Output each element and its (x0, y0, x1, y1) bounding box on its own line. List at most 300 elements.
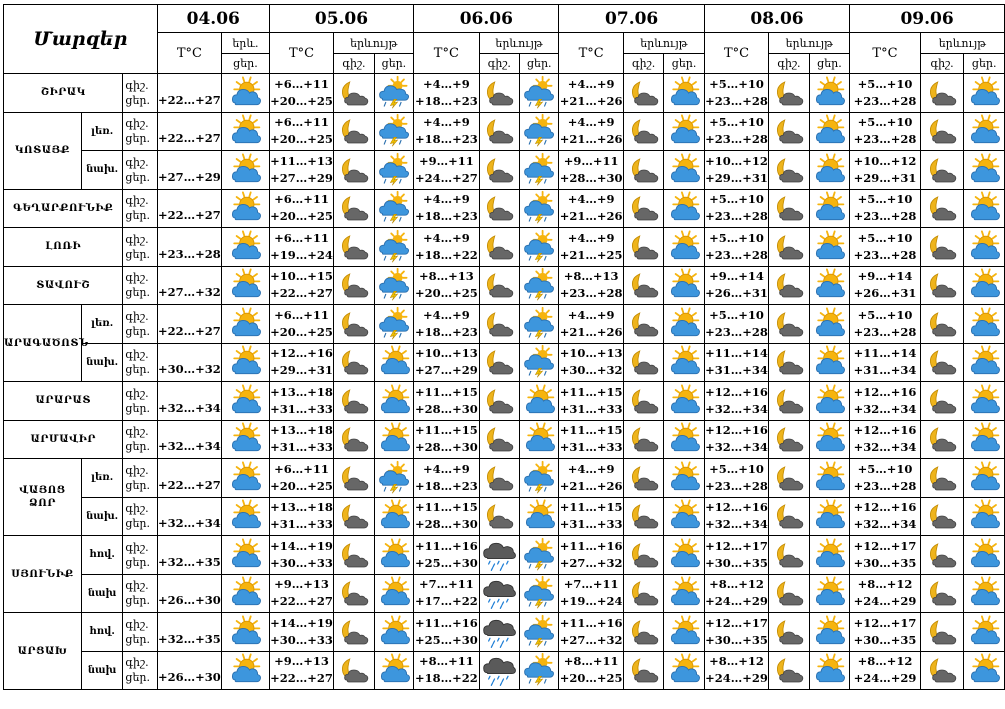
moon-cloud-icon (920, 536, 964, 575)
moon-cloud-icon (769, 651, 809, 690)
temp-range-cell (704, 266, 768, 305)
night-label: գիշ. (125, 117, 149, 131)
temp-night-value: +12…+16 (705, 384, 768, 399)
moon-cloud-icon (769, 343, 809, 382)
thunderstorm-icon (374, 228, 413, 267)
temp-range-day (157, 228, 221, 267)
sun-cloud-icon (520, 382, 559, 421)
temp-day-value: +27…+32 (559, 632, 623, 647)
temp-night-value: +8…+13 (563, 269, 619, 284)
moon-cloud-icon (334, 228, 374, 267)
night-label: գիշ. (125, 348, 149, 362)
moon-cloud-icon (623, 613, 663, 652)
temp-night-value: +4…+9 (422, 461, 470, 476)
temp-range-cell (704, 112, 768, 151)
sun-cloud-icon (520, 420, 559, 459)
temp-range-cell (559, 420, 623, 459)
moon-cloud-icon (623, 574, 663, 613)
region-name: ԱՐՄԱՎԻՐ (4, 420, 123, 459)
temp-day-value: +31…+33 (270, 401, 333, 416)
time-of-day-labels (123, 112, 157, 151)
temp-night-value: +4…+9 (567, 230, 615, 245)
temp-night-value: +8…+12 (709, 577, 764, 592)
night-label: գիշ. (125, 617, 149, 631)
temp-day-value: +32…+34 (705, 440, 768, 455)
table-row (4, 305, 1005, 344)
temp-day-value: +26…+31 (853, 286, 917, 301)
rain-cloud-icon (479, 613, 519, 652)
sun-cloud-icon (809, 112, 849, 151)
sun-cloud-icon (664, 151, 704, 190)
temp-range-cell (269, 112, 333, 151)
temp-day-value: +23…+28 (853, 478, 917, 493)
sun-cloud-icon (809, 536, 849, 575)
temp-range-cell (559, 459, 623, 498)
temp-range-cell (414, 651, 479, 690)
sun-cloud-icon (809, 574, 849, 613)
moon-cloud-icon (623, 305, 663, 344)
date-header: 09.06 (850, 5, 1005, 33)
temp-night-value: +13…+18 (270, 423, 333, 438)
temp-day-value: +27…+29 (414, 363, 478, 378)
temp-day-value: +32…+34 (705, 517, 768, 532)
day-label: ցեր. (125, 440, 150, 454)
temp-night-value: +10…+12 (705, 153, 768, 168)
sun-cloud-icon (222, 574, 270, 613)
table-row (4, 420, 1005, 459)
temp-night-value: +8…+12 (709, 654, 764, 669)
temp-range-cell (704, 613, 768, 652)
day-label: ցեր. (125, 594, 150, 608)
temp-day-value: +18…+22 (414, 247, 478, 262)
temp-range-cell (269, 343, 333, 382)
forecast-table (3, 4, 1005, 690)
temp-range-cell (559, 497, 623, 536)
time-of-day-labels (123, 420, 157, 459)
day-label: ցեր. (125, 132, 150, 146)
day-col-header: ցեր. (964, 54, 1005, 74)
moon-cloud-icon (769, 305, 809, 344)
sun-cloud-icon (964, 613, 1005, 652)
temp-day-value: +30…+32 (157, 362, 221, 377)
temp-night-value: +4…+9 (422, 192, 470, 207)
temp-night-value: +14…+19 (270, 538, 333, 553)
temp-night-value: +6…+11 (274, 76, 329, 91)
moon-cloud-icon (479, 459, 519, 498)
temp-col-header: T°C (850, 33, 921, 74)
temp-night-value: +6…+11 (274, 461, 329, 476)
temp-range-cell (559, 613, 623, 652)
temp-day-value: +32…+34 (157, 516, 221, 531)
moon-cloud-icon (334, 112, 374, 151)
thunderstorm-icon (520, 112, 559, 151)
table-row (4, 74, 1005, 113)
temp-day-value: +26…+30 (157, 593, 221, 608)
region-name: ՇԻՐԱԿ (4, 74, 123, 113)
sun-cloud-icon (809, 343, 849, 382)
temp-range-cell (414, 613, 479, 652)
temp-night-value: +11…+15 (414, 384, 478, 399)
temp-day-value: +22…+27 (157, 131, 221, 146)
moon-cloud-icon (334, 459, 374, 498)
temp-range-day (157, 74, 221, 113)
temp-day-value: +22…+27 (157, 92, 221, 107)
phen-col-header: երևույթ (769, 33, 850, 54)
moon-cloud-icon (334, 382, 374, 421)
temp-range-cell (414, 112, 479, 151)
moon-cloud-icon (623, 651, 663, 690)
temp-range-cell (704, 574, 768, 613)
night-label: գիշ. (125, 309, 149, 323)
temp-range-cell (850, 343, 921, 382)
temp-day-value: +23…+28 (853, 324, 917, 339)
sun-cloud-icon (664, 343, 704, 382)
moon-cloud-icon (334, 574, 374, 613)
day-label: ցեր. (125, 555, 150, 569)
temp-day-value: +18…+23 (414, 93, 478, 108)
thunderstorm-icon (374, 189, 413, 228)
sun-cloud-icon (374, 343, 413, 382)
moon-cloud-icon (479, 266, 519, 305)
day-label: ցեր. (125, 632, 150, 646)
temp-range-day (157, 536, 221, 575)
temp-range-cell (559, 343, 623, 382)
temp-range-cell (269, 74, 333, 113)
sun-cloud-icon (964, 459, 1005, 498)
day-label: ցեր. (125, 363, 150, 377)
moon-cloud-icon (334, 305, 374, 344)
day-col-header: ցեր. (664, 54, 704, 74)
sun-cloud-icon (809, 651, 849, 690)
date-header: 06.06 (414, 5, 559, 33)
thunderstorm-icon (520, 74, 559, 113)
sun-cloud-icon (809, 266, 849, 305)
temp-range-cell (850, 189, 921, 228)
temp-night-value: +4…+9 (422, 307, 470, 322)
sun-cloud-icon (964, 420, 1005, 459)
night-label: գիշ. (125, 540, 149, 554)
temp-range-cell (559, 74, 623, 113)
temp-night-value: +11…+13 (270, 153, 333, 168)
temp-day-value: +27…+29 (270, 170, 333, 185)
thunderstorm-icon (374, 151, 413, 190)
moon-cloud-icon (920, 266, 964, 305)
temp-day-value: +30…+35 (705, 555, 768, 570)
temp-day-value: +23…+28 (853, 247, 917, 262)
temp-range-cell (414, 266, 479, 305)
temp-range-cell (269, 305, 333, 344)
sun-cloud-icon (964, 266, 1005, 305)
moon-cloud-icon (920, 228, 964, 267)
moon-cloud-icon (623, 228, 663, 267)
moon-cloud-icon (920, 651, 964, 690)
moon-cloud-icon (623, 151, 663, 190)
temp-day-value: +18…+23 (414, 132, 478, 147)
moon-cloud-icon (479, 497, 519, 536)
sun-cloud-icon (664, 459, 704, 498)
sun-cloud-icon (964, 536, 1005, 575)
temp-day-value: +21…+26 (559, 324, 623, 339)
rain-cloud-icon (479, 574, 519, 613)
sun-cloud-icon (809, 613, 849, 652)
temp-day-value: +21…+26 (559, 132, 623, 147)
night-label: գիշ. (125, 155, 149, 169)
region-name: ԼՈՌԻ (4, 228, 123, 267)
temp-range-cell (704, 74, 768, 113)
phen-col-header: երևույթ (623, 33, 704, 54)
moon-cloud-icon (334, 74, 374, 113)
phen-col-header: երևույթ (479, 33, 559, 54)
region-name: ՍՅՈՒՆԻՔ (4, 536, 82, 613)
temp-day-value: +30…+35 (853, 555, 917, 570)
night-label: գիշ. (125, 78, 149, 92)
temp-day-value: +24…+27 (414, 170, 478, 185)
moon-cloud-icon (920, 497, 964, 536)
sun-cloud-icon (809, 151, 849, 190)
temp-day-value: +22…+27 (157, 208, 221, 223)
sun-cloud-icon (222, 228, 270, 267)
temp-range-day (157, 151, 221, 190)
moon-cloud-icon (623, 459, 663, 498)
sun-cloud-icon (222, 305, 270, 344)
table-row (4, 266, 1005, 305)
moon-cloud-icon (334, 343, 374, 382)
moon-cloud-icon (334, 420, 374, 459)
moon-cloud-icon (769, 497, 809, 536)
sun-cloud-icon (964, 343, 1005, 382)
time-of-day-labels (123, 189, 157, 228)
sun-cloud-icon (374, 536, 413, 575)
temp-night-value: +5…+10 (857, 115, 913, 130)
thunderstorm-icon (520, 305, 559, 344)
moon-cloud-icon (334, 151, 374, 190)
temp-night-value: +12…+17 (705, 538, 768, 553)
sun-cloud-icon (809, 459, 849, 498)
time-of-day-labels (123, 651, 157, 690)
night-col-header: գիշ. (334, 54, 374, 74)
temp-range-cell (850, 112, 921, 151)
temp-night-value: +4…+9 (567, 76, 615, 91)
temp-range-cell (559, 151, 623, 190)
temp-night-value: +4…+9 (567, 307, 615, 322)
sun-cloud-icon (809, 305, 849, 344)
region-name: ՏԱՎՈՒՇ (4, 266, 123, 305)
thunderstorm-icon (520, 228, 559, 267)
time-of-day-labels (123, 574, 157, 613)
temp-night-value: +12…+16 (853, 423, 917, 438)
moon-cloud-icon (920, 305, 964, 344)
temp-range-cell (414, 189, 479, 228)
temp-night-value: +11…+15 (559, 500, 623, 515)
time-of-day-labels (123, 343, 157, 382)
temp-range-cell (559, 574, 623, 613)
sun-cloud-icon (222, 189, 270, 228)
temp-day-value: +24…+29 (853, 671, 917, 686)
sun-cloud-icon (964, 305, 1005, 344)
moon-cloud-icon (334, 651, 374, 690)
temp-range-day (157, 382, 221, 421)
temp-night-value: +11…+15 (414, 423, 478, 438)
temp-night-value: +8…+12 (857, 654, 913, 669)
temp-night-value: +11…+15 (414, 500, 478, 515)
temp-night-value: +11…+14 (705, 346, 768, 361)
temp-day-value: +18…+23 (414, 324, 478, 339)
temp-night-value: +12…+16 (853, 500, 917, 515)
night-col-header: գիշ. (479, 54, 519, 74)
moon-cloud-icon (623, 266, 663, 305)
moon-cloud-icon (479, 189, 519, 228)
night-label: գիշ. (125, 579, 149, 593)
subregion-label: նախ. (81, 497, 123, 536)
night-col-header: գիշ. (920, 54, 964, 74)
region-name: ՎԱՅՈՑ ՁՈՐ (4, 459, 82, 536)
temp-range-cell (559, 382, 623, 421)
day-label: ցեր. (125, 671, 150, 685)
temp-night-value: +4…+9 (422, 76, 470, 91)
sun-cloud-icon (664, 112, 704, 151)
temp-range-cell (269, 613, 333, 652)
sun-cloud-icon (664, 305, 704, 344)
temp-range-day (157, 574, 221, 613)
temp-range-cell (559, 651, 623, 690)
temp-range-cell (269, 151, 333, 190)
temp-day-value: +23…+28 (705, 209, 768, 224)
temp-night-value: +12…+16 (853, 384, 917, 399)
temp-night-value: +12…+16 (705, 423, 768, 438)
temp-col-header: T°C (414, 33, 479, 74)
temp-day-value: +32…+35 (157, 631, 221, 646)
temp-night-value: +5…+10 (857, 307, 913, 322)
header-row-dates (4, 5, 1005, 33)
temp-day-value: +32…+34 (157, 400, 221, 415)
temp-range-cell (850, 266, 921, 305)
temp-night-value: +7…+11 (418, 577, 474, 592)
subregion-label: լեռ. (81, 112, 123, 151)
moon-cloud-icon (769, 74, 809, 113)
moon-cloud-icon (769, 151, 809, 190)
temp-range-cell (559, 228, 623, 267)
temp-day-value: +20…+25 (270, 478, 333, 493)
sun-cloud-icon (964, 574, 1005, 613)
temp-range-cell (269, 266, 333, 305)
temp-day-value: +31…+33 (270, 517, 333, 532)
night-label: գիշ. (125, 656, 149, 670)
temp-range-cell (850, 305, 921, 344)
moon-cloud-icon (623, 189, 663, 228)
thunderstorm-icon (520, 189, 559, 228)
temp-day-value: +20…+25 (559, 671, 623, 686)
temp-night-value: +10…+12 (853, 153, 917, 168)
thunderstorm-icon (374, 74, 413, 113)
moon-cloud-icon (479, 112, 519, 151)
sun-cloud-icon (374, 420, 413, 459)
temp-range-cell (704, 189, 768, 228)
temp-range-day (157, 420, 221, 459)
temp-night-value: +9…+13 (274, 654, 329, 669)
moon-cloud-icon (920, 459, 964, 498)
time-of-day-labels (123, 497, 157, 536)
sun-cloud-icon (809, 228, 849, 267)
thunderstorm-icon (520, 151, 559, 190)
temp-night-value: +5…+10 (857, 461, 913, 476)
moon-cloud-icon (769, 536, 809, 575)
temp-range-cell (269, 420, 333, 459)
temp-night-value: +11…+16 (559, 538, 623, 553)
temp-range-cell (269, 651, 333, 690)
temp-day-value: +21…+26 (559, 209, 623, 224)
temp-col-header: T°C (559, 33, 623, 74)
day-label: ցեր. (125, 247, 150, 261)
temp-range-cell (850, 382, 921, 421)
sun-cloud-icon (520, 497, 559, 536)
temp-day-value: +20…+25 (270, 132, 333, 147)
sun-cloud-icon (374, 574, 413, 613)
day-label: ցեր. (125, 170, 150, 184)
table-row (4, 613, 1005, 652)
temp-day-value: +23…+28 (705, 93, 768, 108)
temp-range-cell (414, 74, 479, 113)
sun-cloud-icon (664, 574, 704, 613)
table-row (4, 112, 1005, 151)
moon-cloud-icon (769, 613, 809, 652)
thunderstorm-icon (520, 613, 559, 652)
thunderstorm-icon (374, 459, 413, 498)
temp-range-cell (559, 266, 623, 305)
sun-cloud-icon (222, 151, 270, 190)
sun-cloud-icon (664, 228, 704, 267)
temp-night-value: +8…+12 (857, 577, 913, 592)
temp-night-value: +9…+14 (709, 269, 764, 284)
table-row (4, 151, 1005, 190)
subregion-label: նախ. (81, 343, 123, 382)
temp-range-cell (269, 497, 333, 536)
moon-cloud-icon (769, 459, 809, 498)
temp-day-value: +24…+29 (853, 594, 917, 609)
temp-day-value: +32…+34 (853, 401, 917, 416)
temp-day-value: +24…+29 (705, 671, 768, 686)
temp-day-value: +31…+33 (270, 440, 333, 455)
region-name: ԳԵՂԱՐՔՈՒՆԻՔ (4, 189, 123, 228)
temp-night-value: +9…+11 (418, 153, 474, 168)
temp-day-value: +22…+27 (270, 594, 333, 609)
day-col-header: ցեր. (520, 54, 559, 74)
temp-day-value: +20…+25 (270, 93, 333, 108)
temp-range-day (157, 497, 221, 536)
night-label: գիշ. (125, 463, 149, 477)
table-row (4, 497, 1005, 536)
sun-cloud-icon (664, 420, 704, 459)
phen-col-header: երևույթ (920, 33, 1004, 54)
temp-night-value: +4…+9 (567, 461, 615, 476)
temp-range-cell (850, 228, 921, 267)
temp-day-value: +21…+26 (559, 93, 623, 108)
moon-cloud-icon (479, 382, 519, 421)
temp-range-cell (559, 112, 623, 151)
temp-day-value: +27…+32 (157, 285, 221, 300)
temp-day-value: +26…+30 (157, 670, 221, 685)
temp-range-cell (704, 305, 768, 344)
moon-cloud-icon (769, 189, 809, 228)
region-name: ԱՐԱՐԱՏ (4, 382, 123, 421)
temp-day-value: +23…+28 (705, 132, 768, 147)
table-row (4, 189, 1005, 228)
moon-cloud-icon (334, 189, 374, 228)
temp-range-cell (414, 228, 479, 267)
temp-range-day (157, 112, 221, 151)
time-of-day-labels (123, 151, 157, 190)
moon-cloud-icon (920, 343, 964, 382)
temp-day-value: +32…+34 (853, 440, 917, 455)
